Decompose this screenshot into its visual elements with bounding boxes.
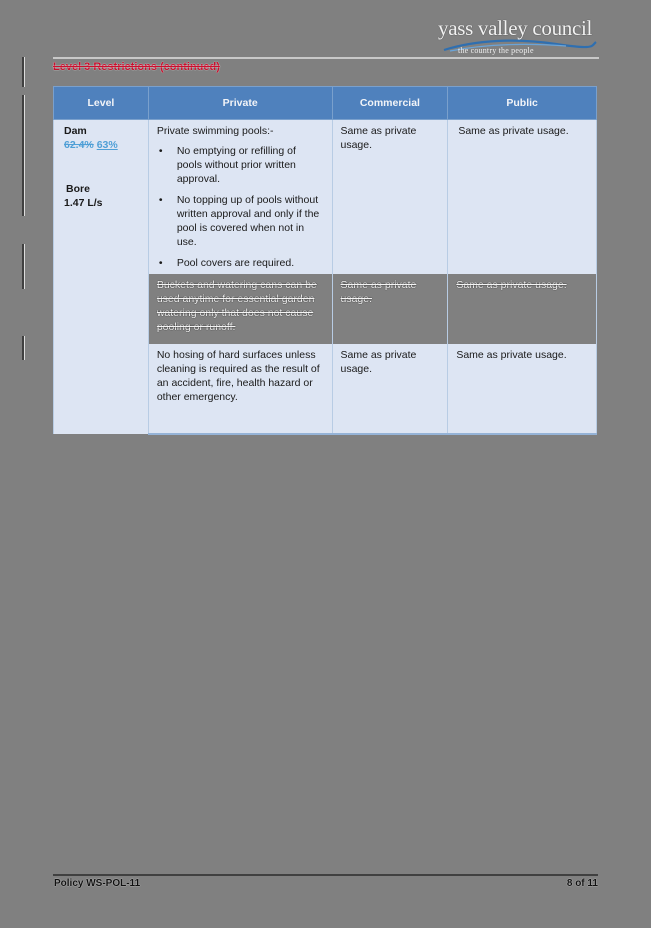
commercial-cell: Same as private usage. bbox=[332, 120, 448, 275]
dam-new-value: 63% bbox=[96, 139, 118, 151]
column-header-level: Level bbox=[54, 87, 149, 120]
bore-label: Bore bbox=[66, 183, 90, 195]
council-logo bbox=[436, 16, 601, 60]
column-header-public: Public bbox=[448, 87, 597, 120]
commercial-cell: Same as private usage. bbox=[332, 344, 448, 434]
commercial-cell-deleted: Same as private usage. bbox=[332, 274, 448, 344]
change-bar bbox=[22, 336, 25, 360]
column-header-commercial: Commercial bbox=[332, 87, 448, 120]
header-rule bbox=[53, 57, 599, 59]
private-bullet-list bbox=[157, 144, 324, 270]
table-header-row bbox=[54, 87, 597, 120]
change-bar bbox=[22, 57, 25, 87]
private-intro: Private swimming pools:- bbox=[156, 125, 274, 137]
private-cell bbox=[148, 120, 332, 275]
list-item: • Pool covers are required. bbox=[157, 256, 324, 270]
footer-page-number: 8 of 11 bbox=[566, 878, 598, 889]
section-title: Level 3 Restrictions (continued) bbox=[53, 61, 220, 73]
footer-policy: Policy WS-POL-11 bbox=[54, 878, 141, 889]
public-cell-deleted: Same as private usage. bbox=[448, 274, 597, 344]
logo-title: yass valley council bbox=[438, 16, 593, 40]
change-bar bbox=[22, 95, 25, 216]
public-cell: Same as private usage. bbox=[448, 344, 597, 434]
list-item: • No topping up of pools without written approval and only if the pool is covered when not in use. bbox=[157, 193, 324, 249]
restrictions-table bbox=[53, 86, 597, 435]
table-row bbox=[54, 120, 597, 275]
change-bar bbox=[22, 244, 25, 289]
dam-label: Dam bbox=[64, 125, 87, 137]
private-cell-deleted: Buckets and watering cans can be used anytime for essential garden watering only that does not cause pooling or runoff. bbox=[148, 274, 332, 344]
logo-tagline: the country the people bbox=[458, 46, 534, 55]
footer-rule bbox=[53, 874, 598, 876]
bore-value: 1.47 L/s bbox=[64, 197, 103, 209]
public-cell: Same as private usage. bbox=[448, 120, 597, 275]
column-header-private: Private bbox=[148, 87, 332, 120]
private-cell: No hosing of hard surfaces unless cleaning is required as the result of an accident, fire, health hazard or other emergency. bbox=[148, 344, 332, 434]
level-cell bbox=[54, 120, 149, 435]
list-item: • No emptying or refilling of pools without prior written approval. bbox=[157, 144, 324, 186]
dam-old-value: 62.4% bbox=[64, 139, 94, 151]
